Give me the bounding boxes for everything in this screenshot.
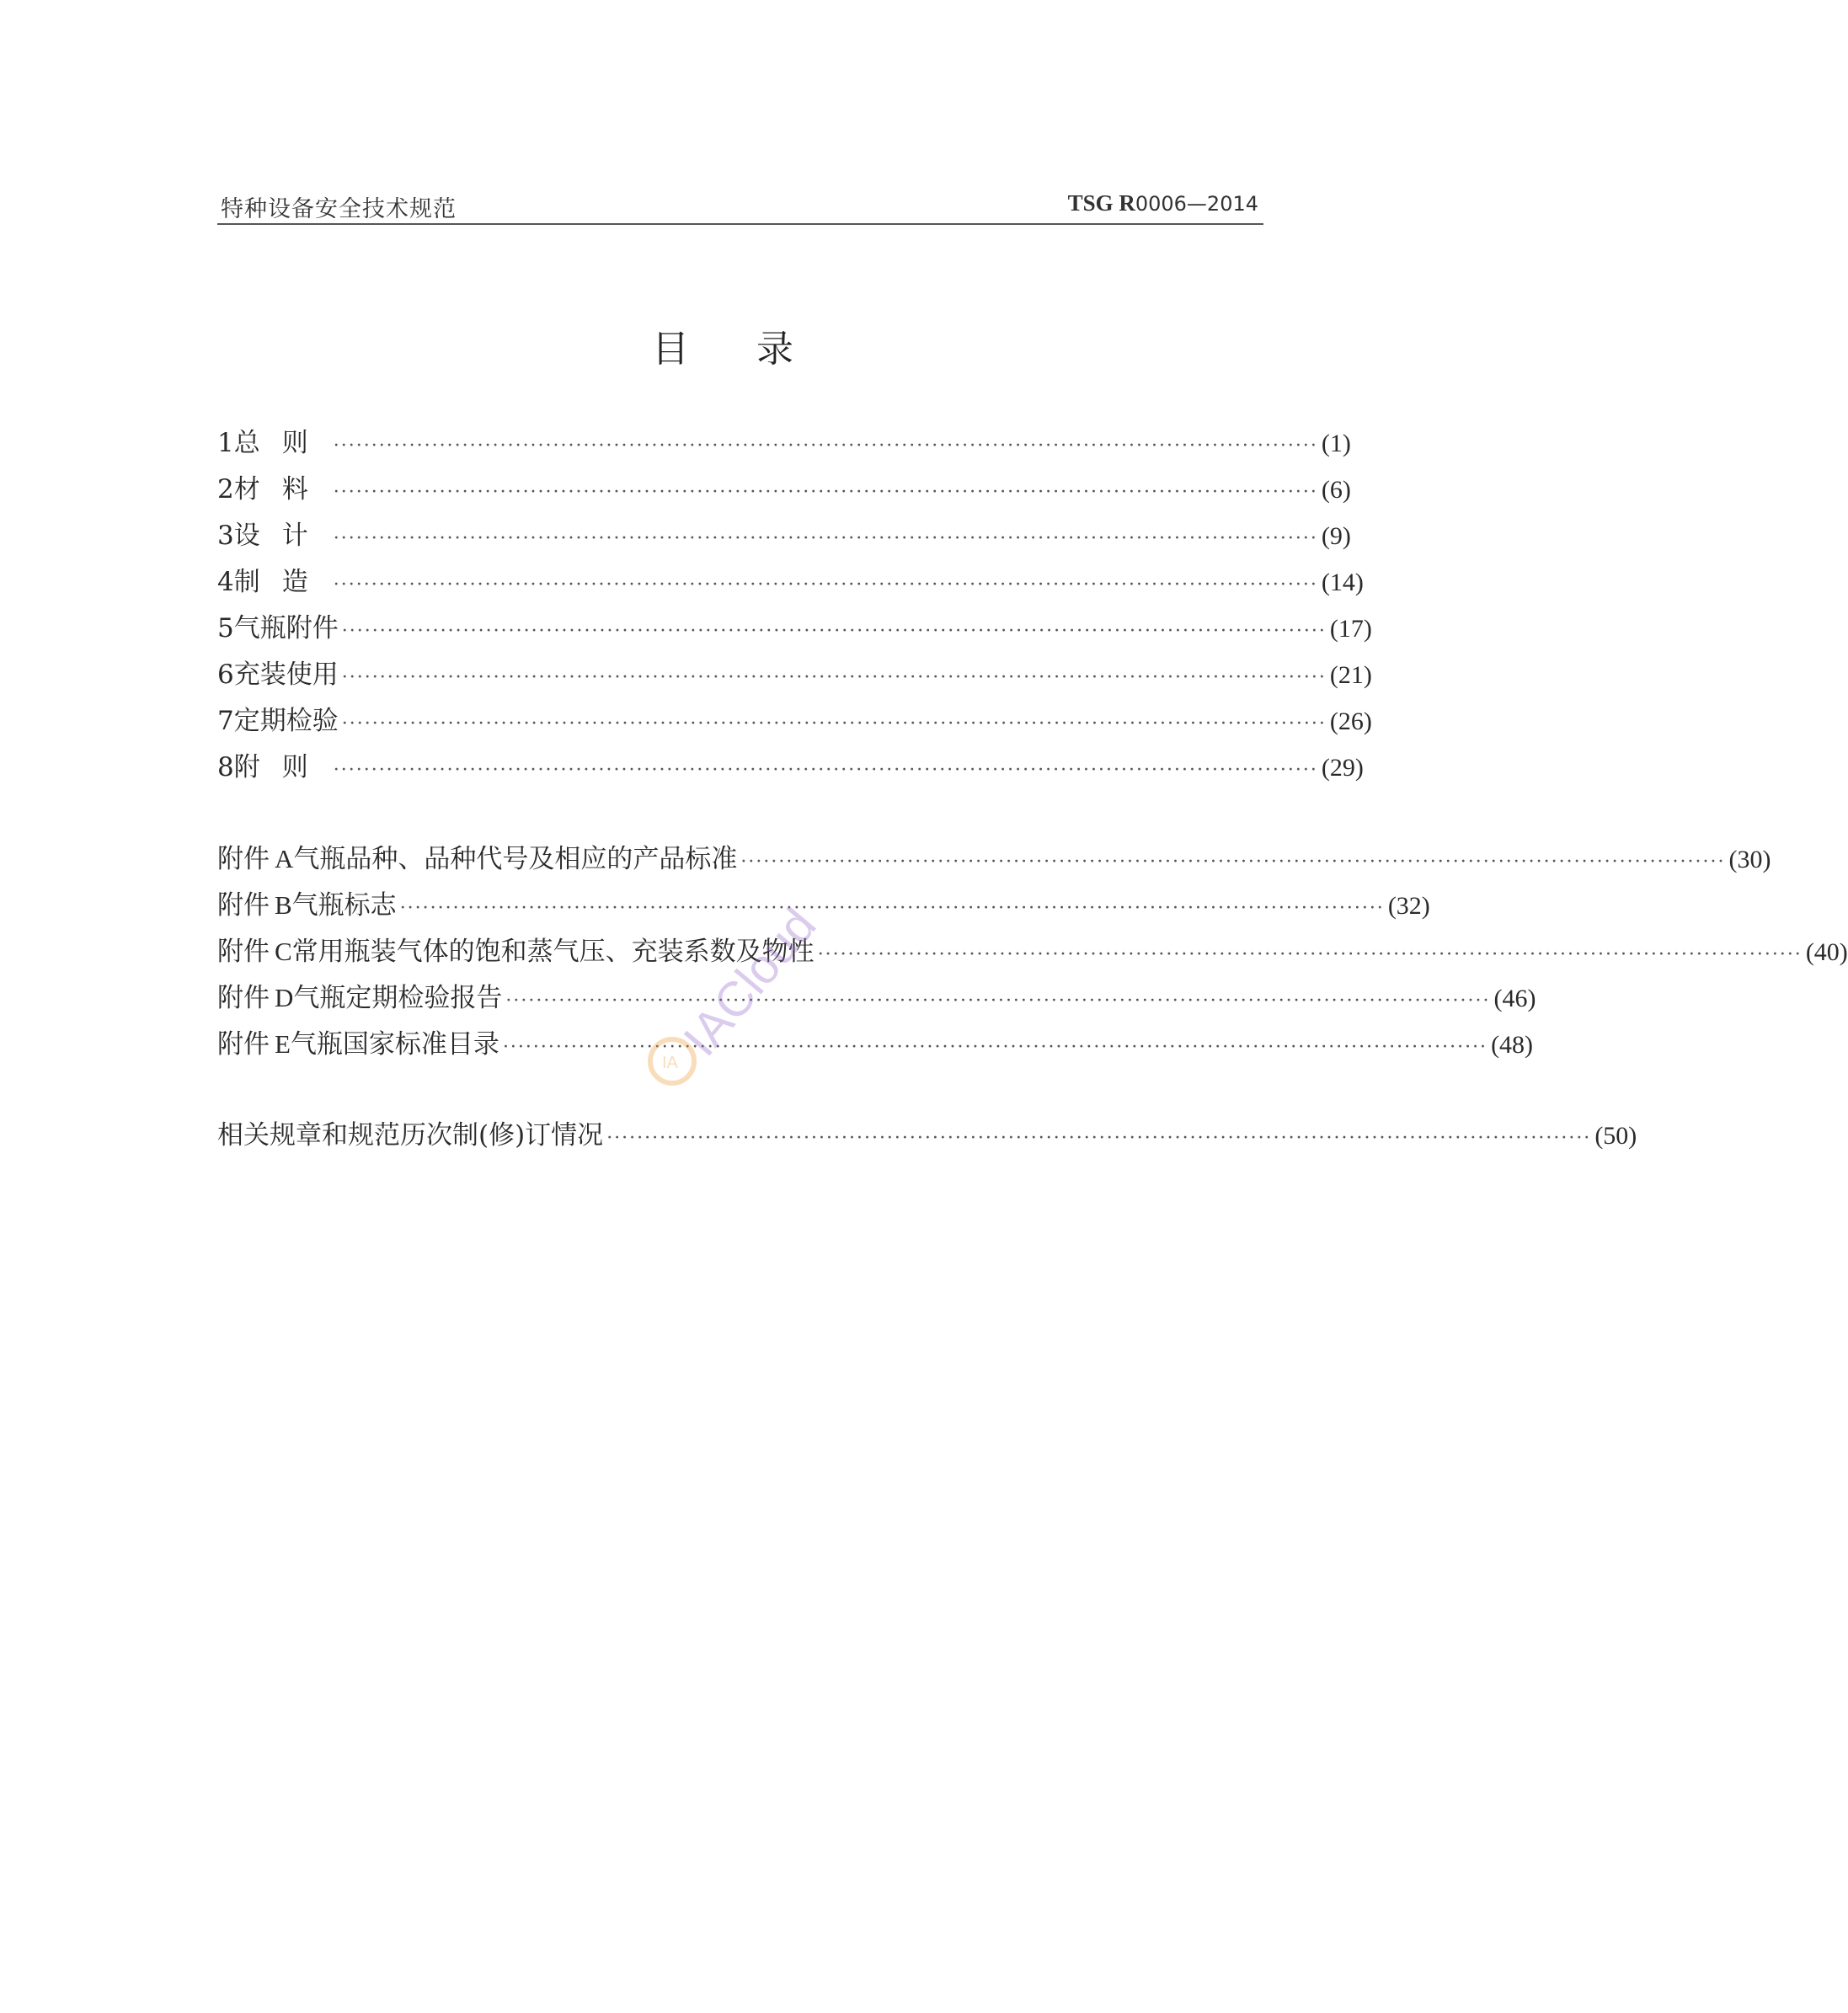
toc-entry-label: 常用瓶装气体的饱和蒸气压、充装系数及物性 (291, 937, 815, 967)
toc-entry-label: 相关规章和规范历次制(修)订情况 (217, 1120, 604, 1151)
appendix-designator: 附件 E (217, 1029, 291, 1060)
dot-leader: ·································································································································· (333, 435, 1318, 457)
toc-entry-number: 6 (217, 659, 234, 690)
dot-leader: ·································································································································· (606, 1128, 1592, 1149)
toc-entry-page: (26) (1329, 707, 1372, 735)
toc-entry-page: (50) (1594, 1122, 1637, 1150)
toc-entry-page: (17) (1329, 615, 1372, 643)
toc-entry-page: (14) (1321, 569, 1364, 596)
header-standard-code: TSG R0006—2014 (1067, 190, 1258, 216)
dot-leader: ·································································································································· (505, 990, 1491, 1012)
toc-entry-label: 总则 (233, 428, 330, 458)
dot-leader: ·································································································································· (740, 852, 1726, 873)
appendix-designator: 附件 A (217, 844, 294, 874)
toc-entry-number: 5 (217, 613, 234, 643)
watermark-icon (622, 893, 827, 1087)
toc-entry-label: 气瓶附件 (233, 613, 339, 643)
toc-entry-page: (32) (1387, 892, 1430, 920)
toc-entry-page: (6) (1321, 476, 1351, 504)
toc-entry-page: (46) (1493, 985, 1536, 1012)
toc-entry-label: 制造 (233, 567, 330, 597)
toc-entry-chapter-3[interactable] (217, 514, 1351, 551)
watermark-logo (622, 893, 827, 1087)
dot-leader: ·································································································································· (333, 528, 1318, 549)
dot-leader: ·································································································································· (341, 713, 1327, 734)
toc-entry-page: (9) (1321, 522, 1351, 550)
toc-entry-appendix-a[interactable] (217, 837, 1771, 874)
toc-entry-number: 8 (217, 752, 234, 782)
toc-entry-chapter-6[interactable] (217, 653, 1372, 690)
toc-entry-chapter-2[interactable] (217, 467, 1351, 505)
toc-entry-page: (40) (1805, 938, 1848, 966)
toc-entry-chapter-4[interactable] (217, 560, 1364, 597)
toc-entry-number: 3 (217, 521, 234, 551)
toc-entry-page: (48) (1491, 1031, 1534, 1059)
toc-entry-label: 气瓶标志 (291, 890, 397, 921)
toc-entry-page: (1) (1321, 430, 1351, 457)
toc-entry-page: (21) (1329, 661, 1372, 689)
toc-entry-label: 气瓶定期检验报告 (293, 983, 503, 1013)
toc-entry-number: 4 (217, 567, 234, 597)
dot-leader: ·································································································································· (502, 1037, 1488, 1058)
appendix-designator: 附件 C (217, 937, 292, 967)
toc-entry-label: 充装使用 (233, 659, 339, 690)
dot-leader: ·································································································································· (341, 667, 1327, 688)
toc-entry-label: 气瓶国家标准目录 (290, 1029, 499, 1060)
toc-entry-chapter-1[interactable] (217, 421, 1351, 458)
running-header (217, 187, 1263, 224)
dot-leader: ·································································································································· (333, 760, 1318, 781)
toc-entry-number: 2 (217, 474, 234, 505)
toc-entry-label: 附则 (233, 752, 330, 782)
page-title: 目录 (652, 328, 861, 371)
toc-entry-number: 7 (217, 706, 234, 736)
toc-entry-label: 设计 (233, 521, 330, 551)
svg-text:IA: IA (662, 1054, 678, 1072)
watermark-text: IACloud (673, 898, 827, 1066)
dot-leader: ·································································································································· (341, 621, 1327, 642)
dot-leader: ·································································································································· (399, 898, 1385, 919)
toc-entry-revision-history[interactable] (217, 1113, 1637, 1151)
toc-entry-page: (29) (1321, 754, 1364, 782)
toc-entry-number: 1 (217, 428, 234, 458)
toc-entry-chapter-7[interactable] (217, 699, 1372, 736)
toc-entry-label: 材料 (233, 474, 330, 505)
toc-entry-chapter-5[interactable] (217, 606, 1372, 643)
toc-entry-chapter-8[interactable] (217, 745, 1364, 782)
toc-entry-label: 气瓶品种、品种代号及相应的产品标准 (293, 844, 738, 874)
header-series-title: 特种设备安全技术规范 (221, 196, 457, 222)
dot-leader: ·································································································································· (817, 944, 1803, 965)
appendix-designator: 附件 D (217, 983, 294, 1013)
appendix-designator: 附件 B (217, 890, 292, 921)
dot-leader: ·································································································································· (333, 482, 1318, 503)
toc-entry-page: (30) (1728, 846, 1771, 873)
dot-leader: ·································································································································· (333, 574, 1318, 595)
toc-entry-label: 定期检验 (233, 706, 339, 736)
header-rule (217, 223, 1263, 225)
